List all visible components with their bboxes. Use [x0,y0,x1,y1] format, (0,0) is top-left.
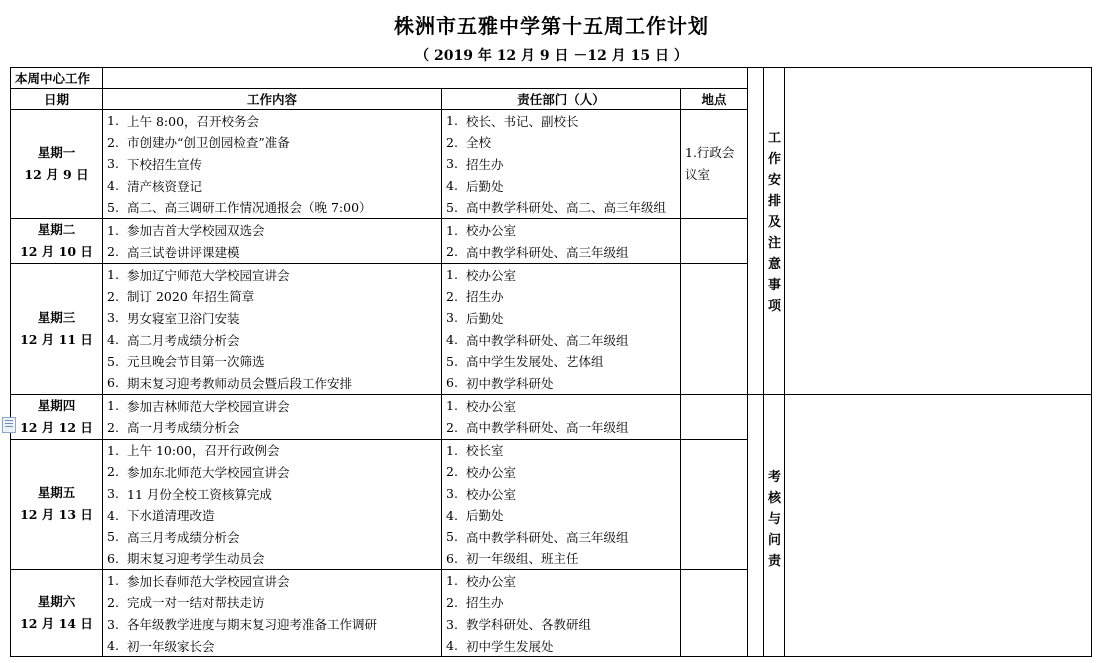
focus-label: 本周中心工作 [11,68,103,89]
dept-number: 2. [446,464,458,480]
task-item [107,153,437,175]
dept-text: 后勤处 [466,310,504,326]
task-item [107,461,437,483]
task-number: 3. [107,616,119,632]
day-cell [11,110,103,219]
dept-number: 5. [446,353,458,369]
task-number: 2. [107,134,119,150]
task-text: 完成一对一结对帮扶走访 [127,595,265,611]
day-cell [11,570,103,657]
dept-text: 高中教学科研处、高一年级组 [466,420,629,436]
dept-number: 1. [446,442,458,458]
task-number: 4. [107,178,119,194]
dept-text: 初中教学科研处 [466,375,554,391]
task-item [107,132,437,154]
place-cell: 1.行政会议室 [681,110,748,219]
dept-item [446,307,676,329]
task-item [107,635,437,657]
task-text: 期末复习迎考教师动员会暨后段工作安排 [127,375,353,391]
dept-item [446,613,676,635]
dept-item [446,264,676,286]
task-text: 各年级教学进度与期末复习迎考准备工作调研 [127,617,378,633]
dept-item [446,175,676,197]
weekday: 星期六 [37,594,76,610]
place-cell [681,439,748,570]
day-date: 12 月 12 日 [20,419,93,435]
day-cell [11,394,103,439]
side-gap-1 [748,68,764,395]
dept-number: 1. [446,222,458,238]
task-text: 初一年级家长会 [127,638,215,654]
dept-cell [442,218,681,263]
dept-number: 2. [446,134,458,150]
task-cell [103,394,442,439]
dept-number: 2. [446,594,458,610]
task-cell [103,218,442,263]
task-number: 1. [107,442,119,458]
task-number: 3. [107,486,119,502]
task-number: 3. [107,156,119,172]
dept-item [446,110,676,132]
task-item [107,307,437,329]
task-text: 期末复习迎考学生动员会 [127,551,265,567]
task-text: 市创建办“创卫创园检查”准备 [127,135,290,151]
task-item [107,526,437,548]
weekday: 星期四 [37,397,76,413]
task-item [107,329,437,351]
place-cell [681,218,748,263]
dept-number: 4. [446,332,458,348]
task-item [107,395,437,417]
task-item [107,417,437,439]
dept-item [446,504,676,526]
task-item [107,440,437,462]
day-date: 12 月 9 日 [24,166,89,182]
task-number: 3. [107,310,119,326]
dept-item [446,548,676,570]
plan-table [10,67,1092,657]
task-cell [103,263,442,394]
day-row [11,394,1092,439]
dept-text: 校办公室 [466,464,517,480]
dept-item [446,329,676,351]
task-text: 高二、高三调研工作情况通报会（晚 7:00） [127,200,372,216]
task-text: 元旦晚会节目第一次筛选 [127,354,265,370]
dept-text: 初中学生发展处 [466,638,554,654]
task-number: 5. [107,529,119,545]
vertical-label [768,128,781,317]
task-text: 下水道清理改造 [127,508,215,524]
vertical-char: 事 [768,278,782,293]
place-cell [681,394,748,439]
task-item [107,350,437,372]
dept-number: 1. [446,113,458,129]
day-date: 12 月 11 日 [20,331,93,347]
task-number: 5. [107,353,119,369]
header-date: 日期 [11,89,103,110]
dept-item [446,395,676,417]
dept-item [446,286,676,308]
vertical-char: 责 [768,553,782,569]
header-content: 工作内容 [103,89,442,110]
task-text: 高一月考成绩分析会 [127,420,240,436]
dept-number: 5. [446,199,458,215]
dept-text: 校长、书记、副校长 [466,113,579,129]
dept-text: 高中教学科研处、高二年级组 [466,332,629,348]
task-item [107,110,437,132]
day-date: 12 月 10 日 [20,243,93,259]
date-range: （ 2019 年 12 月 9 日 －12 月 15 日 ） [415,48,688,64]
task-number: 2. [107,288,119,304]
task-number: 1. [107,573,119,589]
dept-number: 1. [446,398,458,414]
task-item [107,241,437,263]
task-number: 4. [107,507,119,523]
vertical-char: 考 [768,469,782,485]
task-number: 1. [107,113,119,129]
dept-text: 高中教学科研处、高二、高三年级组 [466,200,667,216]
task-cell [103,439,442,570]
task-number: 6. [107,375,119,391]
dept-item [446,570,676,592]
dept-number: 3. [446,310,458,326]
dept-cell [442,263,681,394]
task-text: 参加长春师范大学校园宣讲会 [127,573,290,589]
dept-number: 4. [446,638,458,654]
dept-item [446,526,676,548]
weekday: 星期五 [37,485,76,501]
dept-text: 校办公室 [466,573,517,589]
vertical-char: 及 [768,215,782,230]
task-item [107,548,437,570]
task-item [107,372,437,394]
task-text: 参加辽宁师范大学校园宣讲会 [127,267,290,283]
document-icon [2,417,16,433]
task-item [107,219,437,241]
task-text: 高三月考成绩分析会 [127,529,240,545]
dept-item [446,461,676,483]
task-item [107,286,437,308]
dept-number: 4. [446,507,458,523]
dept-number: 3. [446,156,458,172]
side-box-arrangement[interactable] [785,68,1092,395]
task-number: 1. [107,398,119,414]
header-dept: 责任部门（人） [442,89,681,110]
dept-number: 1. [446,573,458,589]
dept-item [446,440,676,462]
task-text: 参加吉林师范大学校园宣讲会 [127,398,290,414]
vertical-char: 注 [768,236,782,251]
task-text: 参加东北师范大学校园宣讲会 [127,464,290,480]
task-number: 1. [107,222,119,238]
weekday: 星期三 [37,309,76,325]
dept-number: 4. [446,178,458,194]
dept-text: 高中教学科研处、高三年级组 [466,529,629,545]
dept-number: 2. [446,244,458,260]
dept-item [446,372,676,394]
task-number: 1. [107,267,119,283]
task-text: 男女寝室卫浴门安装 [127,310,240,326]
weekday: 星期一 [37,144,76,160]
task-text: 高三试卷讲评课建模 [127,244,240,260]
task-item [107,483,437,505]
side-label-accountability [764,394,785,657]
side-label-arrangement [764,68,785,395]
dept-item [446,196,676,218]
day-cell [11,218,103,263]
task-text: 11 月份全校工资核算完成 [127,486,272,502]
task-text: 高二月考成绩分析会 [127,332,240,348]
dept-text: 招生办 [466,595,504,611]
dept-item [446,483,676,505]
dept-number: 6. [446,550,458,566]
task-cell [103,110,442,219]
dept-number: 5. [446,529,458,545]
side-gap-2 [748,394,764,657]
task-number: 6. [107,550,119,566]
vertical-char: 与 [768,511,782,527]
dept-cell [442,394,681,439]
dept-number: 3. [446,486,458,502]
task-number: 2. [107,594,119,610]
dept-item [446,635,676,657]
dept-cell [442,110,681,219]
task-item [107,592,437,614]
page-title: 株洲市五雅中学第十五周工作计划 [394,14,709,38]
dept-text: 校办公室 [466,267,517,283]
dept-item [446,241,676,263]
side-box-accountability[interactable] [785,394,1092,657]
dept-text: 教学科研处、各教研组 [466,617,592,633]
vertical-char: 核 [768,490,782,506]
day-date: 12 月 13 日 [20,507,93,523]
task-text: 上午 8:00，召开校务会 [127,113,260,129]
dept-item [446,132,676,154]
vertical-char: 工 [768,131,782,146]
dept-item [446,417,676,439]
dept-number: 3. [446,616,458,632]
dept-text: 校长室 [466,443,504,459]
dept-text: 校办公室 [466,398,517,414]
vertical-char: 安 [768,173,782,188]
vertical-label [768,467,781,572]
dept-text: 招生办 [466,156,504,172]
header-place: 地点 [681,89,748,110]
task-item [107,504,437,526]
task-number: 4. [107,638,119,654]
dept-text: 校办公室 [466,486,517,502]
task-text: 参加吉首大学校园双选会 [127,223,265,239]
dept-number: 2. [446,288,458,304]
task-number: 2. [107,244,119,260]
task-number: 4. [107,332,119,348]
dept-text: 后勤处 [466,178,504,194]
place-cell [681,263,748,394]
dept-number: 1. [446,267,458,283]
task-cell [103,570,442,657]
dept-item [446,219,676,241]
dept-item [446,592,676,614]
task-number: 5. [107,199,119,215]
dept-text: 后勤处 [466,508,504,524]
vertical-char: 问 [768,532,782,548]
dept-number: 2. [446,419,458,435]
dept-text: 高中教学科研处、高三年级组 [466,244,629,260]
task-item [107,175,437,197]
dept-text: 初一年级组、班主任 [466,551,579,567]
task-text: 制订 2020 年招生简章 [127,289,255,305]
dept-text: 高中学生发展处、艺体组 [466,354,604,370]
day-date: 12 月 14 日 [20,616,93,632]
task-item [107,264,437,286]
task-text: 上午 10:00，召开行政例会 [127,443,280,459]
dept-cell [442,439,681,570]
weekday: 星期二 [37,221,76,237]
dept-item [446,153,676,175]
place-cell [681,570,748,657]
dept-text: 校办公室 [466,223,517,239]
dept-cell [442,570,681,657]
vertical-char: 意 [768,257,782,272]
task-item [107,613,437,635]
task-number: 2. [107,419,119,435]
task-text: 清产核资登记 [127,178,203,194]
focus-value[interactable] [103,68,748,89]
task-item [107,196,437,218]
dept-text: 招生办 [466,289,504,305]
vertical-char: 项 [768,299,782,314]
vertical-char: 排 [768,194,782,209]
task-item [107,570,437,592]
dept-text: 全校 [466,135,492,151]
day-cell [11,439,103,570]
dept-item [446,350,676,372]
task-number: 2. [107,464,119,480]
dept-number: 6. [446,375,458,391]
task-text: 下校招生宣传 [127,156,203,172]
vertical-char: 作 [768,152,782,167]
day-cell [11,263,103,394]
